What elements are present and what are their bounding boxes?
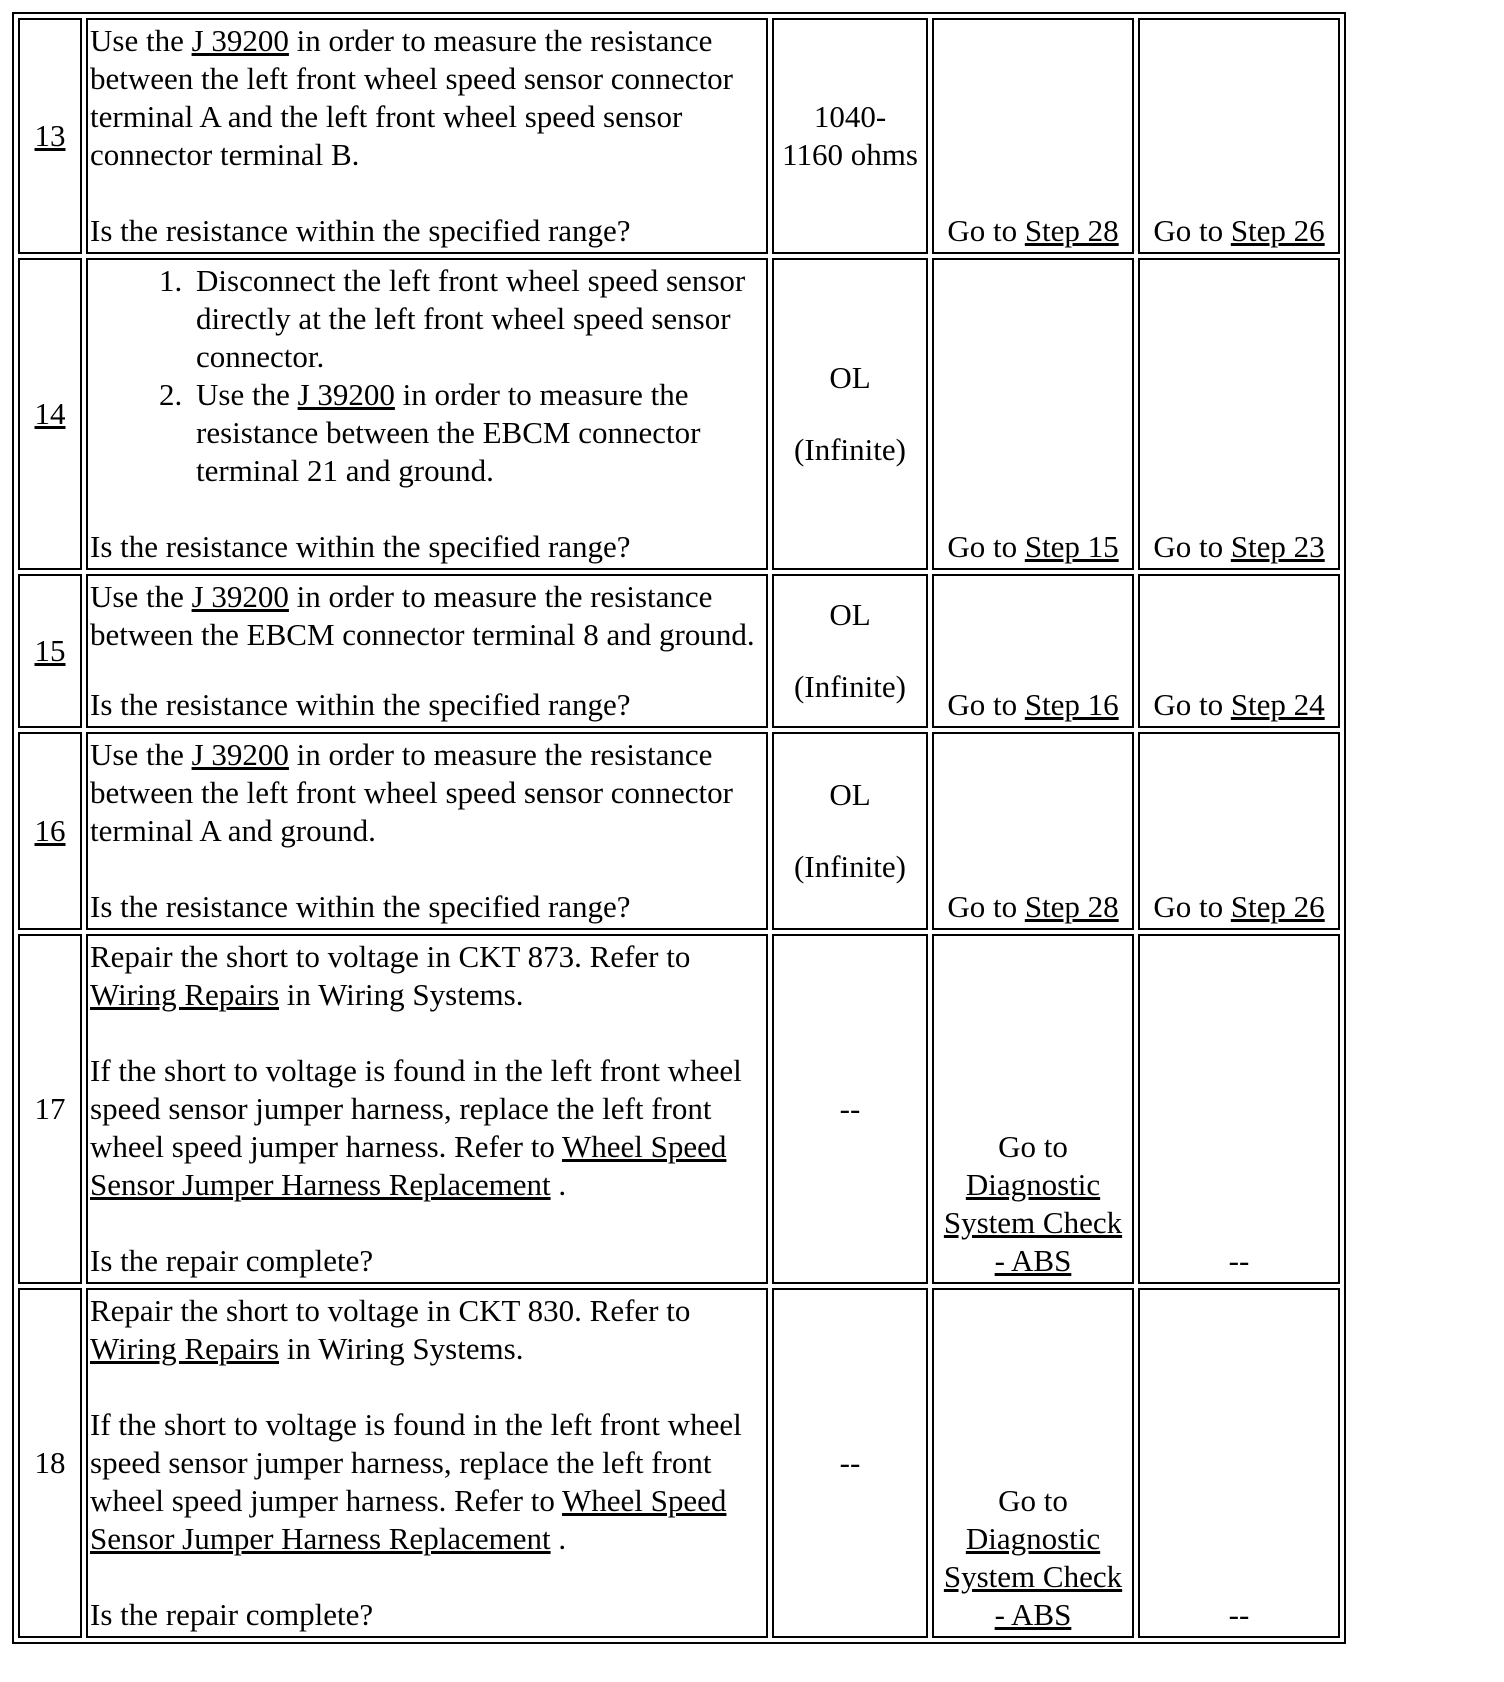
table-row xyxy=(18,18,1340,254)
step-number xyxy=(18,258,82,570)
question: Is the resistance within the specified range? xyxy=(90,687,631,722)
action-cell: Repair the short to voltage in CKT 873. Refer to Wiring Repairs in Wiring Systems. If the short to voltage is found in the left front wheel speed sensor jumper harness, replace the left front wheel speed jumper harness. Refer to Wheel Speed Sensor Jumper Harness Replacement . Is the repair complete? xyxy=(86,934,768,1284)
value-cell: 1040- 1160 ohms xyxy=(772,18,928,254)
no-cell: Go to Step 24 xyxy=(1138,574,1340,728)
question: Is the resistance within the specified range? xyxy=(90,889,631,924)
action-cell: Use the J 39200 in order to measure the resistance between the EBCM connector terminal 8 and ground. Is the resistance within the specified range? xyxy=(86,574,768,728)
harness-replacement-link[interactable]: Wheel Speed Sensor Jumper Harness Replacement xyxy=(90,1483,727,1556)
no-cell: -- xyxy=(1138,934,1340,1284)
action-cell xyxy=(86,258,768,570)
step-number xyxy=(18,18,82,254)
value-cell: -- xyxy=(772,934,928,1284)
question: Is the repair complete? xyxy=(90,1597,374,1632)
table-row xyxy=(18,1288,1340,1638)
list-item: 1. Disconnect the left front wheel speed sensor directly at the left front wheel speed sensor connector. xyxy=(190,262,764,376)
question: Is the resistance within the specified range? xyxy=(90,213,631,248)
diagnostic-table xyxy=(12,12,1346,1644)
yes-cell: Go to Step 28 xyxy=(932,732,1134,930)
table-row xyxy=(18,258,1340,570)
action-cell: Use the J 39200 in order to measure the resistance between the left front wheel speed sensor connector terminal A and the left front wheel speed sensor connector terminal B. Is the resistance within the specified range? xyxy=(86,18,768,254)
yes-cell: Go to Step 16 xyxy=(932,574,1134,728)
goto-step-link[interactable]: Step 23 xyxy=(1230,529,1325,564)
goto-step-link[interactable]: Step 15 xyxy=(1024,529,1119,564)
step-number xyxy=(18,574,82,728)
action-cell: Repair the short to voltage in CKT 830. Refer to Wiring Repairs in Wiring Systems. If the short to voltage is found in the left front wheel speed sensor jumper harness, replace the left front wheel speed jumper harness. Refer to Wheel Speed Sensor Jumper Harness Replacement . Is the repair complete? xyxy=(86,1288,768,1638)
no-cell: Go to Step 23 xyxy=(1138,258,1340,570)
wiring-repairs-link[interactable]: Wiring Repairs xyxy=(90,977,280,1012)
goto-step-link[interactable]: Step 26 xyxy=(1230,889,1325,924)
diagnostic-check-link[interactable]: Diagnostic System Check - ABS xyxy=(943,1521,1123,1632)
step-number: 18 xyxy=(18,1288,82,1638)
no-cell: Go to Step 26 xyxy=(1138,18,1340,254)
question: Is the repair complete? xyxy=(90,1243,374,1278)
tool-link[interactable]: J 39200 xyxy=(297,377,395,412)
value-cell: OL (Infinite) xyxy=(772,258,928,570)
tool-link[interactable]: J 39200 xyxy=(191,737,289,772)
tool-link[interactable]: J 39200 xyxy=(191,23,289,58)
goto-step-link[interactable]: Step 26 xyxy=(1230,213,1325,248)
no-cell: -- xyxy=(1138,1288,1340,1638)
action-cell: Use the J 39200 in order to measure the resistance between the left front wheel speed sensor connector terminal A and ground. Is the resistance within the specified range? xyxy=(86,732,768,930)
step-link[interactable]: 15 xyxy=(34,633,66,668)
wiring-repairs-link[interactable]: Wiring Repairs xyxy=(90,1331,280,1366)
table-row xyxy=(18,574,1340,728)
step-link[interactable]: 13 xyxy=(34,118,66,153)
diagnostic-check-link[interactable]: Diagnostic System Check - ABS xyxy=(943,1167,1123,1278)
step-number: 17 xyxy=(18,934,82,1284)
yes-cell: Go to Diagnostic System Check - ABS xyxy=(932,1288,1134,1638)
question: Is the resistance within the specified range? xyxy=(90,529,631,564)
yes-cell: Go to Step 15 xyxy=(932,258,1134,570)
goto-step-link[interactable]: Step 28 xyxy=(1024,213,1119,248)
step-link[interactable]: 16 xyxy=(34,813,66,848)
tool-link[interactable]: J 39200 xyxy=(191,579,289,614)
step-number xyxy=(18,732,82,930)
step-link[interactable]: 14 xyxy=(34,396,66,431)
goto-step-link[interactable]: Step 24 xyxy=(1230,687,1325,722)
goto-step-link[interactable]: Step 16 xyxy=(1024,687,1119,722)
value-cell: OL (Infinite) xyxy=(772,574,928,728)
yes-cell: Go to Diagnostic System Check - ABS xyxy=(932,934,1134,1284)
goto-step-link[interactable]: Step 28 xyxy=(1024,889,1119,924)
no-cell: Go to Step 26 xyxy=(1138,732,1340,930)
list-item: 2. Use the J 39200 in order to measure the resistance between the EBCM connector terminal 21 and ground. xyxy=(190,376,764,490)
value-cell: OL (Infinite) xyxy=(772,732,928,930)
yes-cell: Go to Step 28 xyxy=(932,18,1134,254)
value-cell: -- xyxy=(772,1288,928,1638)
table-row xyxy=(18,934,1340,1284)
table-row xyxy=(18,732,1340,930)
harness-replacement-link[interactable]: Wheel Speed Sensor Jumper Harness Replacement xyxy=(90,1129,727,1202)
instruction-list xyxy=(90,262,764,490)
